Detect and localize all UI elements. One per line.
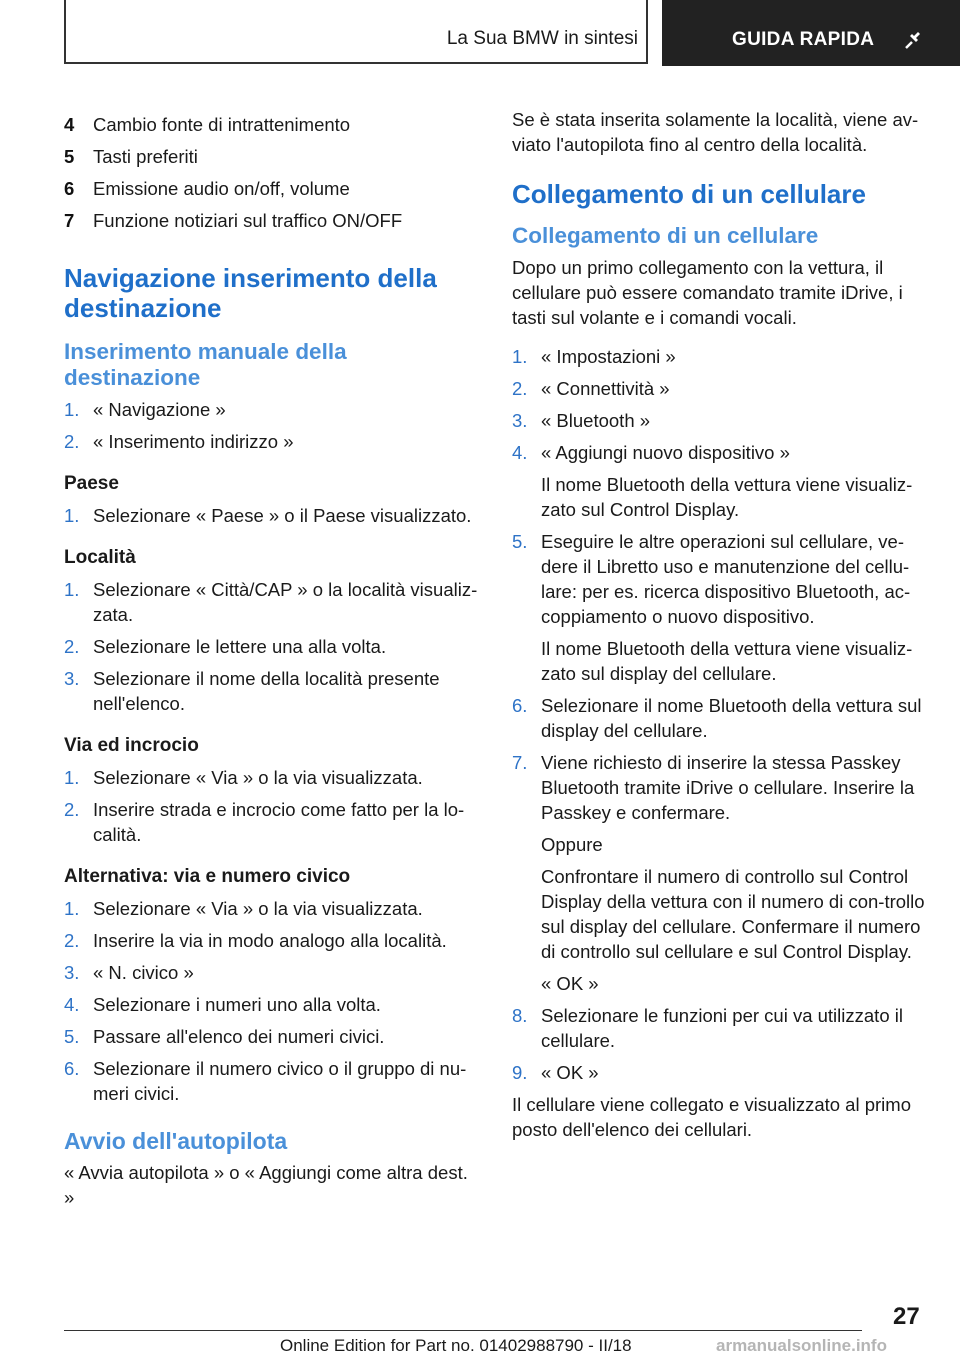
autopilota-text: « Avvia autopilota » o « Aggiungi come altra dest. » bbox=[64, 1162, 468, 1208]
heading-paese: Paese bbox=[64, 473, 119, 494]
list-item: 2. Inserire strada e incrocio come fatto per la lo-calità. bbox=[64, 799, 465, 845]
page-number: 27 bbox=[893, 1303, 920, 1330]
heading-via: Via ed incrocio bbox=[64, 735, 199, 756]
step-note: Oppure bbox=[541, 834, 603, 855]
list-item: 4 Cambio fonte di intrattenimento bbox=[64, 114, 351, 135]
section-title: La Sua BMW in sintesi bbox=[446, 28, 638, 49]
list-item: 2. « Inserimento indirizzo » bbox=[64, 431, 294, 452]
step-note: « OK » bbox=[541, 973, 599, 994]
footer-edition: Online Edition for Part no. 01402988790 - II/18 bbox=[280, 1336, 632, 1355]
list-item: 3. « N. civico » bbox=[64, 962, 194, 983]
outro-text: Il cellulare viene collegato e visualizzato al primo posto dell'elenco dei cellulari. bbox=[512, 1094, 911, 1140]
step-note: Il nome Bluetooth della vettura viene visualiz-zato sul display del cellulare. bbox=[541, 638, 913, 684]
list-item: 1. « Navigazione » bbox=[64, 399, 226, 420]
list-item: 6 Emissione audio on/off, volume bbox=[64, 178, 350, 199]
heading-autopilota: Avvio dell'autopilota bbox=[64, 1128, 288, 1154]
list-item: 5. Passare all'elenco dei numeri civici. bbox=[64, 1026, 385, 1047]
list-item: 8. Selezionare le funzioni per cui va utilizzato il cellulare. bbox=[512, 1005, 903, 1051]
heading-cell-connect: Collegamento di un cellulare bbox=[512, 179, 866, 209]
list-item: 2. Inserire la via in modo analogo alla località. bbox=[64, 930, 447, 951]
intro-text: Se è stata inserita solamente la località, viene av-viato l'autopilota fino al centro della località. bbox=[512, 109, 919, 155]
step-note: Confrontare il numero di controllo sul Control Display della vettura con il numero di con-trollo sul display del cellulare. Confermare il numero di controllo sul cellulare e sul Control Display. bbox=[541, 866, 925, 962]
list-item: 1. Selezionare « Via » o la via visualizzata. bbox=[64, 767, 423, 788]
heading-navigation: Navigazione inserimento della destinazione bbox=[64, 263, 437, 323]
list-item: 3. Selezionare il nome della località presente nell'elenco. bbox=[64, 668, 440, 714]
list-item: 7 Funzione notiziari sul traffico ON/OFF bbox=[64, 210, 403, 231]
list-item: 9. « OK » bbox=[512, 1062, 599, 1083]
pin-icon bbox=[898, 26, 926, 54]
list-item: 1. Selezionare « Paese » o il Paese visualizzato. bbox=[64, 505, 472, 526]
heading-manual-entry: Inserimento manuale della destinazione bbox=[64, 339, 347, 390]
chapter-tab[interactable] bbox=[662, 0, 960, 66]
list-item: 4. Selezionare i numeri uno alla volta. bbox=[64, 994, 381, 1015]
list-item: 6. Selezionare il numero civico o il gruppo di nu-meri civici. bbox=[64, 1058, 467, 1104]
chapter-tab-label: GUIDA RAPIDA bbox=[732, 29, 875, 50]
footer-divider bbox=[64, 1330, 862, 1331]
footer-watermark: armanualsonline.info bbox=[716, 1336, 887, 1355]
list-item: 5. Eseguire le altre operazioni sul cellulare, ve-dere il Libretto uso e manutenzione del cellu-lare: per es. ricerca dispositivo Bluetooth, ac-coppiamento o nuovo dispositivo. bbox=[512, 531, 911, 627]
list-item: 5 Tasti preferiti bbox=[64, 146, 198, 167]
heading-alternativa: Alternativa: via e numero civico bbox=[64, 866, 351, 887]
left-column bbox=[64, 112, 478, 1217]
right-column bbox=[512, 109, 926, 1149]
list-item: 4. « Aggiungi nuovo dispositivo » bbox=[512, 442, 790, 463]
list-item: 7. Viene richiesto di inserire la stessa Passkey Bluetooth tramite iDrive o cellulare. Inserire la Passkey e confermare. bbox=[512, 752, 915, 823]
heading-localita: Località bbox=[64, 547, 136, 568]
list-item: 2. Selezionare le lettere una alla volta. bbox=[64, 636, 387, 657]
step-note: Il nome Bluetooth della vettura viene visualiz-zato sul Control Display. bbox=[541, 474, 913, 520]
cell-intro-text: Dopo un primo collegamento con la vettura, il cellulare può essere comandato tramite iDrive, i tasti sul volante e i comandi vocali. bbox=[512, 257, 903, 328]
list-item: 3. « Bluetooth » bbox=[512, 410, 651, 431]
list-item: 1. Selezionare « Via » o la via visualizzata. bbox=[64, 898, 423, 919]
list-item: 1. Selezionare « Città/CAP » o la località visualiz-zata. bbox=[64, 579, 478, 625]
list-item: 1. « Impostazioni » bbox=[512, 346, 676, 367]
subheading-cell-connect: Collegamento di un cellulare bbox=[512, 223, 819, 248]
list-item: 2. « Connettività » bbox=[512, 378, 670, 399]
list-item: 6. Selezionare il nome Bluetooth della vettura sul display del cellulare. bbox=[512, 695, 922, 741]
